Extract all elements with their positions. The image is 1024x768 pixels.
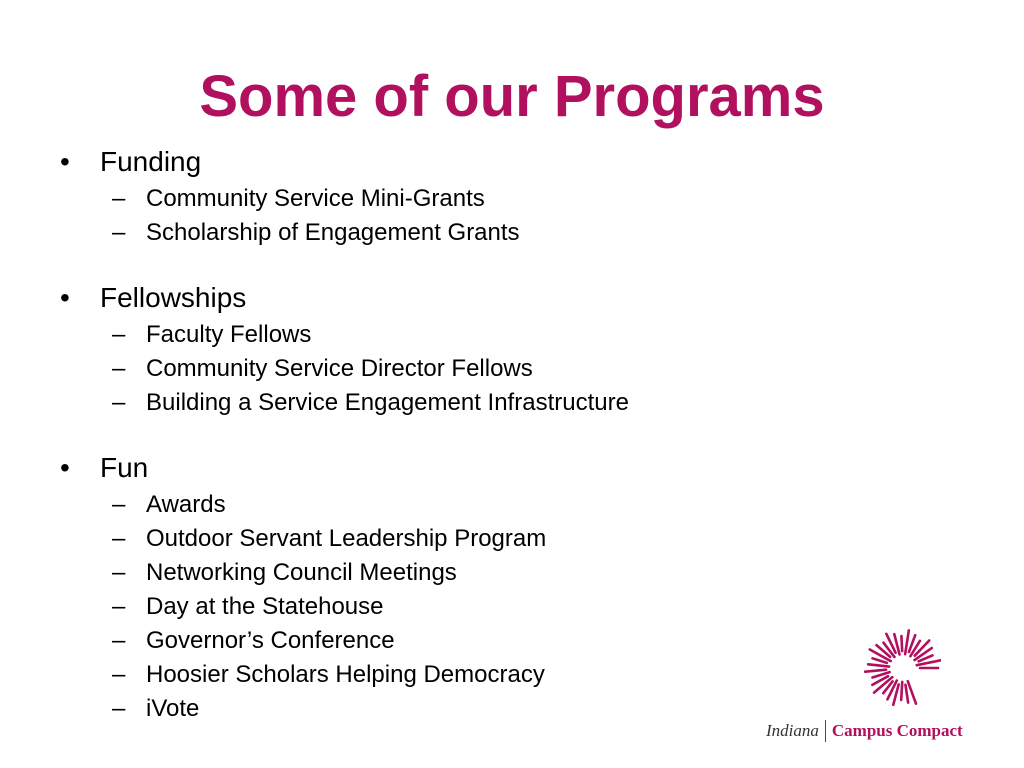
list-item	[60, 590, 820, 624]
list-item	[60, 352, 820, 386]
dash-icon: –	[112, 185, 126, 212]
sub-list-funding	[60, 182, 820, 250]
logo-wordmark	[766, 718, 986, 744]
dash-icon: –	[112, 695, 126, 722]
list-item-text: Networking Council Meetings	[146, 559, 457, 586]
sunburst-ray	[901, 682, 902, 700]
list-item-text: iVote	[146, 695, 200, 722]
slide-title: Some of our Programs	[199, 64, 825, 129]
sub-list-fellowships	[60, 318, 820, 420]
logo-org-text: Campus Compact	[831, 721, 963, 740]
list-item	[60, 386, 820, 420]
list-item	[60, 522, 820, 556]
bullet-fellowships	[60, 278, 820, 318]
bullet-icon: •	[60, 452, 70, 483]
list-item-text: Awards	[146, 491, 226, 518]
section-funding	[60, 142, 820, 250]
slide-content	[60, 142, 820, 754]
dash-icon: –	[112, 627, 126, 654]
list-item-text: Faculty Fellows	[146, 321, 312, 348]
list-item	[60, 624, 820, 658]
list-item-text: Day at the Statehouse	[146, 593, 384, 620]
sunburst-ray	[901, 636, 902, 651]
dash-icon: –	[112, 525, 126, 552]
bullet-icon: •	[60, 282, 70, 313]
dash-icon: –	[112, 559, 126, 586]
sunburst-ray	[868, 664, 889, 666]
bullet-heading: Fellowships	[100, 282, 247, 313]
bullet-heading: Funding	[100, 146, 202, 177]
dash-icon: –	[112, 593, 126, 620]
list-item	[60, 216, 820, 250]
sub-list-fun	[60, 488, 820, 726]
bullet-fun	[60, 448, 820, 488]
list-item-text: Community Service Mini-Grants	[146, 185, 485, 212]
bullet-funding	[60, 142, 820, 182]
sunburst-ray	[905, 685, 908, 703]
list-item-text: Scholarship of Engagement Grants	[146, 219, 520, 246]
list-item	[60, 182, 820, 216]
sunburst-ray	[865, 670, 886, 672]
list-item	[60, 658, 820, 692]
bullet-heading: Fun	[100, 452, 149, 483]
dash-icon: –	[112, 389, 126, 416]
list-item-text: Governor’s Conference	[146, 627, 395, 654]
logo-divider	[825, 720, 826, 742]
logo-state-text: Indiana	[766, 721, 819, 740]
list-item	[60, 692, 820, 726]
dash-icon: –	[112, 321, 126, 348]
dash-icon: –	[112, 491, 126, 518]
list-item-text: Building a Service Engagement Infrastructure	[146, 389, 629, 416]
section-fellowships	[60, 278, 820, 420]
bullet-icon: •	[60, 146, 70, 177]
list-item-text: Community Service Director Fellows	[146, 355, 533, 382]
dash-icon: –	[112, 355, 126, 382]
list-item	[60, 488, 820, 522]
list-item-text: Hoosier Scholars Helping Democracy	[146, 661, 545, 688]
section-fun	[60, 448, 820, 726]
list-item	[60, 318, 820, 352]
dash-icon: –	[112, 219, 126, 246]
campus-compact-logo	[764, 622, 984, 748]
list-item	[60, 556, 820, 590]
sunburst-logo-icon	[861, 622, 941, 718]
dash-icon: –	[112, 661, 126, 688]
list-item-text: Outdoor Servant Leadership Program	[146, 525, 547, 552]
